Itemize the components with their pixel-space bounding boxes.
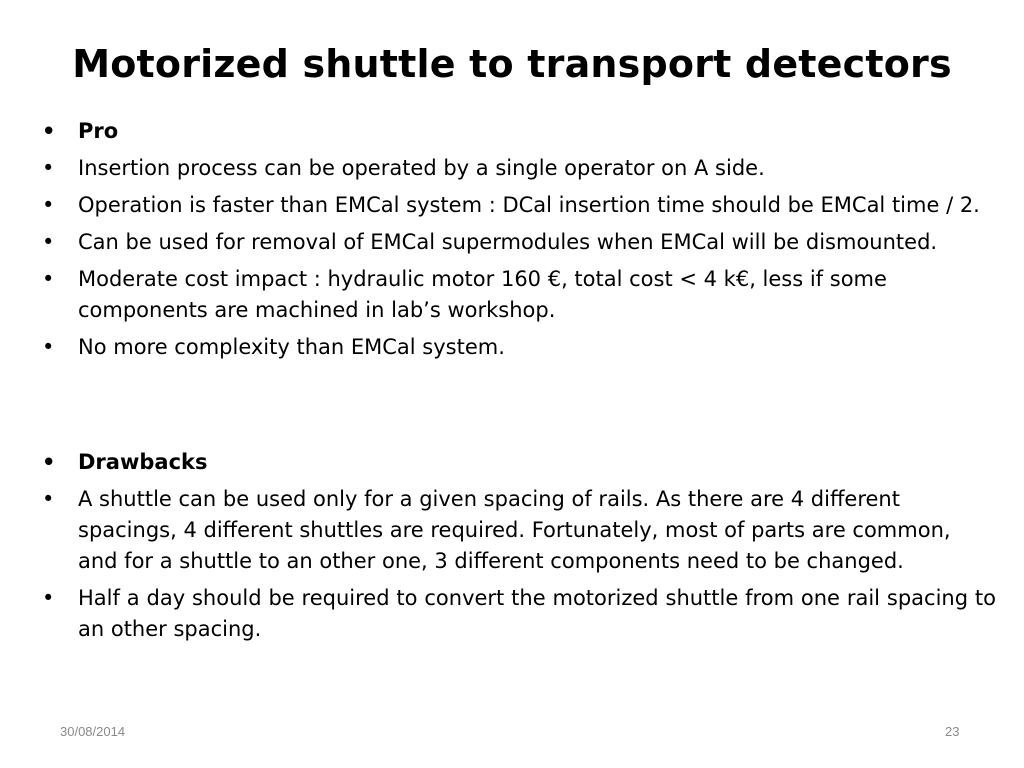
list-item [40,190,996,221]
bullet-dot: • [42,156,55,180]
list-item [40,153,996,184]
pro-heading: Pro [78,119,119,143]
pro-item-text: Can be used for removal of EMCal supermodules when EMCal will be dismounted. [78,230,938,254]
page-number: 23 [945,724,960,739]
pro-item-text: Operation is faster than EMCal system : DCal insertion time should be EMCal time / 2. [78,193,980,217]
bullet-dot: • [42,487,55,511]
list-item [40,227,996,258]
bullet-dot: • [42,335,55,359]
list-item [40,332,996,363]
bullet-dot: • [42,230,55,254]
pro-item-text: Insertion process can be operated by a single operator on A side. [78,156,765,180]
bullet-dot: • [42,119,56,143]
drawback-item-text: A shuttle can be used only for a given spacing of rails. As there are 4 different spacings, 4 different shuttles are required. Fortunately, most of parts are common, and for a shuttle to an other one, 3 different components need to be changed. [78,487,951,573]
slide-content [40,116,996,651]
pro-item-text: Moderate cost impact : hydraulic motor 160 €, total cost < 4 k€, less if some components are machined in lab’s workshop. [78,267,887,322]
bullet-dot: • [42,193,55,217]
list-item [40,264,996,326]
list-item [40,583,996,645]
spacer [40,369,996,447]
bullet-dot: • [42,586,55,610]
bullet-dot: • [42,450,56,474]
drawback-item-text: Half a day should be required to convert the motorized shuttle from one rail spacing to an other spacing. [78,586,996,641]
slide-title: Motorized shuttle to transport detectors [72,42,952,86]
drawbacks-heading: Drawbacks [78,450,208,474]
pro-heading-item [40,116,996,147]
drawbacks-heading-item [40,447,996,478]
pro-item-text: No more complexity than EMCal system. [78,335,505,359]
footer-date: 30/08/2014 [60,724,126,739]
bullet-dot: • [42,267,55,291]
list-item [40,484,996,577]
